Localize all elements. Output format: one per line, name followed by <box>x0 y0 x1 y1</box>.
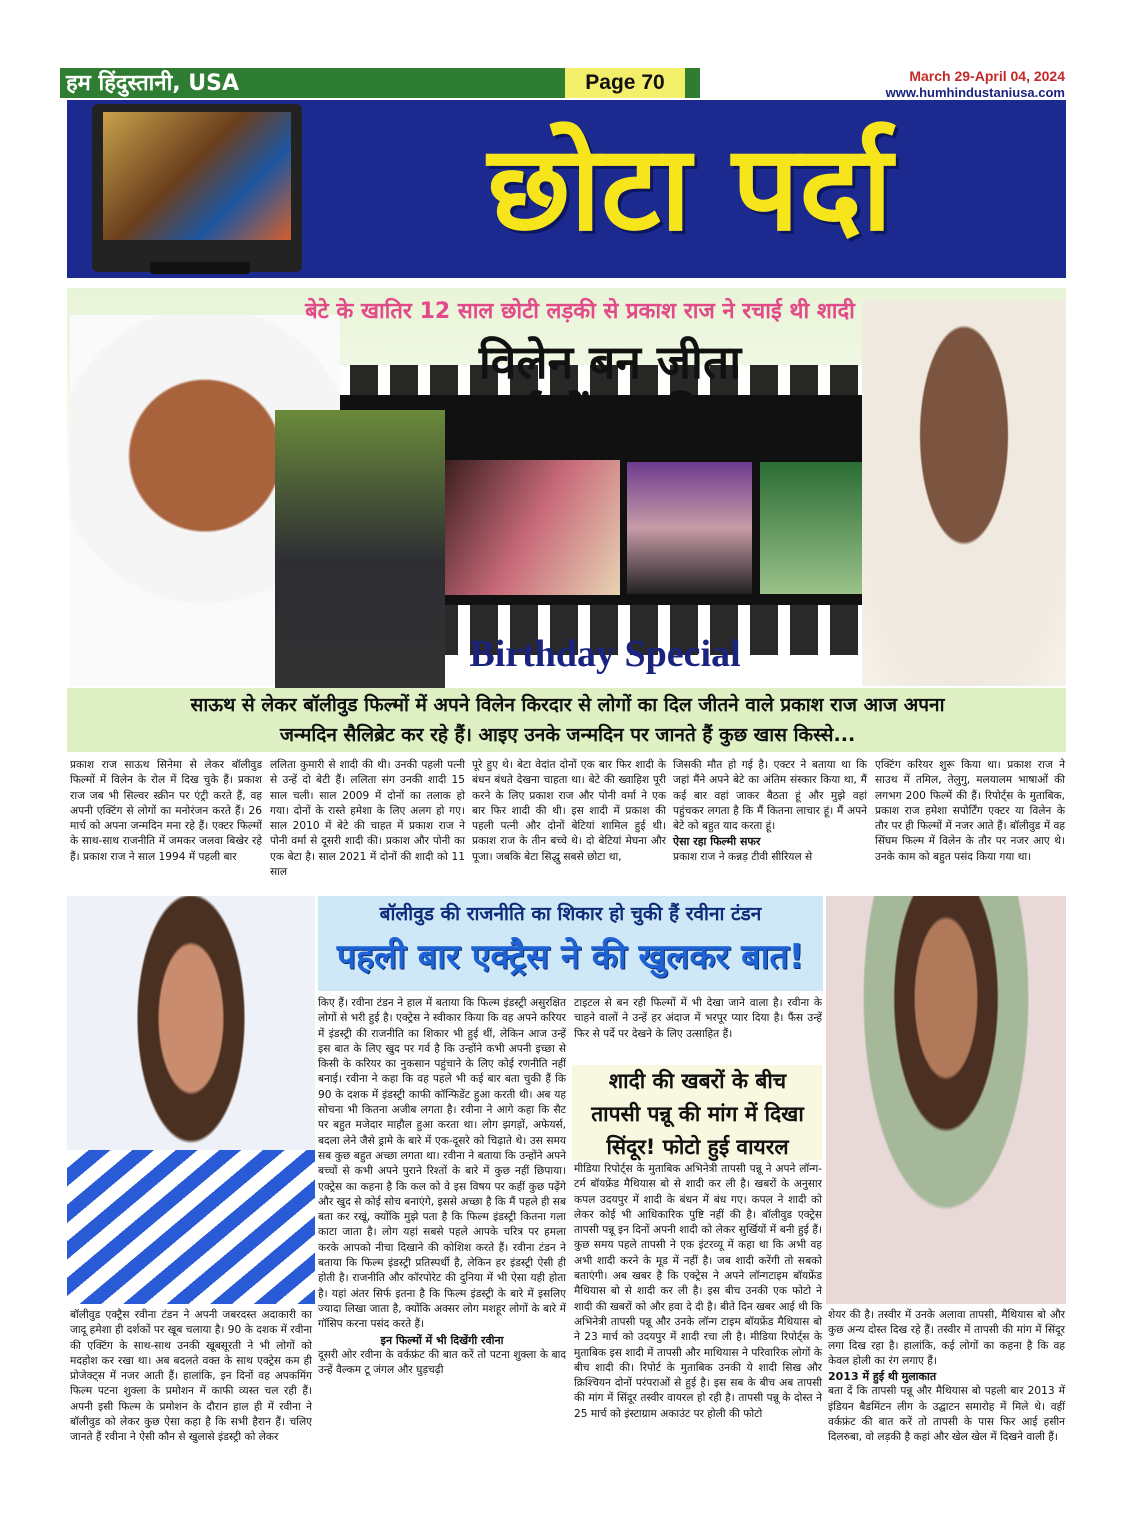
film-frame-photo <box>760 462 865 594</box>
taapsee-column-1: मीडिया रिपोर्ट्स के मुताबिक अभिनेत्री तापसी पन्नू ने अपने लॉन्ग-टर्म बॉयफ्रेंड मैथियास बो से शादी कर ली है। खबरों के अनुसार कपल उदयपुर में शादी के बंधन में बंध गए। कपल ने शादी को लेकर कोई भी आधिकारिक पुष्टि नहीं की है। बॉलीवुड एक्ट्रेस तापसी पन्नू इन दिनों अपनी शादी को लेकर सुर्खियों में बनी हुई हैं। कुछ समय पहले तापसी ने एक इंटरव्यू में कहा था कि अभी वह अभी शादी करने के मूड में नहीं है। जब शादी करेंगी तो सबको बताएंगी। अब खबर है कि एक्ट्रेस ने अपने लॉन्गटाइम बॉयफ्रेंड मैथियास बो से शादी कर ली है। इस बीच उनकी एक फोटो ने शादी की खबरों को और हवा दे दी है। बीते दिन खबर आई थी कि अभिनेत्री तापसी पन्नू और उनके लॉन्ग टाइम बॉयफ्रेंड मैथियास बो ने 23 मार्च को उदयपुर में शादी रचा ली है। मीडिया रिपोर्ट्स के मुताबिक इस शादी में तापसी और माथियास ने परिवारिक लोगों के बीच शादी की। रिपोर्ट के मुताबिक उनकी ये शादी सिख और क्रिश्चियन दोनों परंपराओं से हुई है। इस सब के बीच अब तापसी की मांग में सिंदूर तस्वीर वायरल हो रही है। तापसी पन्नू के दोस्त ने 25 मार्च को इंस्टाग्राम अकाउंट पर होली की फोटो <box>574 1163 822 1420</box>
raveena-column-1: बॉलीवुड एक्ट्रैस रवीना टंडन ने अपनी जबरदस्त अदाकारी का जादू हमेशा ही दर्शकों पर खूब चलाया है। 90 के दशक में रवीना की एक्टिंग के साथ-साथ उनकी खूबसूरती ने भी लोगों को मदहोश कर रखा था। अब बदलते वक्त के साथ एक्ट्रेस कम ही प्रोजेक्ट्स में नजर आती हैं। हालांकि, इन दिनों वह अपकमिंग फिल्म पटना शुक्ला के प्रमोशन में काफी व्यस्त चल रही हैं। अपनी इसी फिल्म के प्रमोशन के दौरान हाल ही में रवीना ने बॉलीवुड को लेकर कुछ ऐसा कहा है कि सभी हैरान हैं। चलिए जानते हैं रवीना ने ऐसी कौन से खुलासे इंडस्ट्री को लेकर <box>70 1309 312 1444</box>
column-subhead: ऐसा रहा फिल्मी सफर <box>673 835 761 849</box>
wedding-photo <box>445 460 620 595</box>
article-column-2: ललिता कुमारी से शादी की थी। उनकी पहली पत्नी से उन्हें दो बेटी हैं। ललिता संग उनकी शादी 15 साल चली। साल 2009 में दोनों का तलाक हो गया। दोनों के रास्ते हमेशा के लिए अलग हो गए। साल 2010 में बेटे की चाहत में प्रकाश राज ने पोनी वर्मा से दूसरी शादी की। प्रकाश और पोनी का एक बेटा है। साल 2021 में दोनों की शादी को 11 साल <box>270 759 465 879</box>
issue-date: March 29-April 04, 2024 <box>909 68 1065 84</box>
deck-line-2: जन्मदिन सैलिब्रेट कर रहे हैं। आइए उनके जन्मदिन पर जानते हैं कुछ खास किस्से... <box>279 724 856 746</box>
feature-headline <box>360 335 860 443</box>
feature-kicker: बेटे के खातिर 12 साल छोटी लड़की से प्रकाश राज ने रचाई थी शादी <box>305 299 855 324</box>
page-number: Page 70 <box>565 68 685 98</box>
tv-screen-image <box>103 112 291 240</box>
article-column-5: एक्टिंग करियर शुरू किया था। प्रकाश राज ने साउथ में तमिल, तेलुगु, मलयालम भाषाओं की लगभग 200 फिल्में की हैं। रिपोर्ट्स के मुताबिक, प्रकाश राज हमेशा सपोर्टिंग एक्टर या विलेन के तौर पर ही फिल्मों में नजर आते हैं। बॉलीवुड में वह सिंघम फिल्म में विलेन के तौर पर नजर आए थे। उनके काम को बहुत पसंद किया गया था। <box>875 759 1065 863</box>
headline-line-1: विलेन बन जीता <box>478 335 742 389</box>
birthday-special-badge: Birthday Special <box>469 633 741 675</box>
taapsee-headline: शादी की खबरों के बीच तापसी पन्नू की मांग में दिखा सिंदूर! फोटो हुई वायरल <box>591 1069 804 1159</box>
raveena-column-3: टाइटल से बन रही फिल्मों में भी देखा जाने वाला है। रवीना के चाहने वालों ने उन्हें हर अंदाज में भरपूर प्यार दिया है। फैंस उन्हें फिर से पर्दे पर देखने के लिए उत्साहित हैं। <box>574 997 822 1040</box>
section-title: छोटा पर्दा <box>487 119 893 257</box>
article-column-4: जिसकी मौत हो गई है। एक्टर ने बताया था कि जहां मैंने अपने बेटे का अंतिम संस्कार किया था, मैं कई बार वहां जाकर बैठता हूं और मुझे वहां पहुंचकर लगता है कि मैं कितना लाचार हूं। मैं अपने बेटे को बहुत याद करता हूं। ऐसा रहा फिल्मी सफर प्रकाश राज ने कन्नड़ टीवी सीरियल से <box>673 759 867 863</box>
prakash-raj-casual-photo <box>275 410 445 690</box>
headline-line-2: दर्शकों का दिल <box>485 389 735 443</box>
raveena-outfit-stripes <box>67 1150 315 1304</box>
article-column-3: पूरे हुए थे। बेटा वेदांत दोनों एक बार फिर शादी के बंधन बंधते देखना चाहता था। बेटे की ख्वाहिश पूरी करने के लिए प्रकाश राज और पोनी वर्मा ने एक बार फिर शादी की थी। इस शादी में प्रकाश की पहली पत्नी और दोनों बेटियां शामिल हुई थी। प्रकाश राज के तीन बच्चे थे। दो बेटियां मेघना और पूजा। जबकि बेटा सिद्धु सबसे छोटा था, <box>472 759 666 863</box>
tv-stand <box>150 262 250 274</box>
taapsee-column-2: शेयर की है। तस्वीर में उनके अलावा तापसी, मैथियास बो और कुछ अन्य दोस्त दिख रहे हैं। तस्वीर में तापसी की मांग में सिंदूर लगा दिख रहा है। हालांकि, कई लोगों का कहना है कि वह केवल होली का रंग लगाए हैं। 2013 में हुई थी मुलाकात बता दें कि तापसी पन्नू और मैथियास बो पहली बार 2013 में इंडियन बैडमिंटन लीग के उद्घाटन समारोह में मिले थे। वहीं वर्कफ्रंट की बात करें तो तापसी के पास फिर आई हसीन दिलरुबा, वो लड़की है कहां और खेल खेल में दिखने वाली हैं। <box>828 1309 1065 1444</box>
article-column-1: प्रकाश राज साऊथ सिनेमा से लेकर बॉलीवुड फिल्मों में विलेन के रोल में दिख चुके हैं। प्रकाश राज जब भी सिल्वर स्क्रीन पर एंट्री करते हैं, वह अपनी एक्टिंग से लोगों का मनोरंजन करते हैं। 26 मार्च को अपना जन्मदिन मना रहे हैं। एक्टर फिल्मों के साथ-साथ राजनीति में जमकर जलवा बिखेर रहे हैं। प्रकाश राज ने साल 1994 में पहली बार <box>70 759 262 863</box>
raveena-column-2: किए हैं। रवीना टंडन ने हाल में बताया कि फिल्म इंडस्ट्री असुरक्षित लोगों से भरी हुई है। एक्ट्रेस ने स्वीकार किया कि वह अपने करियर में इंडस्ट्री की राजनीति का शिकार भी हुई थीं, लेकिन आज उन्हें इस बात के लिए खुद पर गर्व है कि उन्होंने कभी अपनी इच्छा से किसी के करियर का नुकसान पहुंचाने के लिए कोई रणनीति नहीं बनाई। रवीना ने कहा कि वह पहले भी कई बार बता चुकी हैं कि 90 के दशक में इंडस्ट्री काफी कॉन्फिडेंट हुआ करती थी। अब यह सोचना भी कितना अजीब लगता है। रवीना ने आगे कहा कि सैट पर बहुत मजेदार माहौल हुआ करता था। लोग झगड़ों, अफेयर्स, बदला लेने जैसे ड्रामे के बारे में एक-दूसरे को चिढ़ाते थे। उस समय सब कुछ बहुत अच्छा लगता था। रवीना ने बताया कि उन्होंने अपने बच्चों से कभी अपने पुराने रिश्तों के बारे में कुछ नहीं छिपाया। एक्ट्रेस का कहना है कि कल को वे इस विषय पर कहीं कुछ पढ़ेंगे और खुद से कोई सोच बनाएंगे, इससे अच्छा है कि मैं पहले ही सब बता कर रखूं, क्योंकि मुझे पता है कि फिल्म इंडस्ट्री कितना गला काटा जाता है। लोग यहां सबसे पहले आपके चरित्र पर हमला करके आपको नीचा दिखाने की कोशिश करते हैं। रवीना टंडन ने बताया कि फिल्म इंडस्ट्री प्रतिस्पर्धी है, लेकिन हर इंडस्ट्री ऐसी ही होती है। राजनीति और कॉरपोरेट की दुनिया में भी ऐसा यही होता है। यहां अंतर सिर्फ इतना है कि फिल्म इंडस्ट्री के बारे में इसलिए ज्यादा लिखा जाता है, क्योंकि अक्सर लोग मशहूर लोगों के बारे में गॉसिप करना पसंद करते हैं। इन फिल्मों में भी दिखेंगी रवीना दूसरी ओर रवीना के वर्कफ्रंट की बात करें तो पटना शुक्ला के बाद उन्हें वैल्कम टू जंगल और घुड़चढ़ी <box>318 997 566 1377</box>
couple-photo <box>627 462 752 594</box>
website-link[interactable]: www.humhindustaniusa.com <box>885 85 1065 100</box>
deck-line-1: साऊथ से लेकर बॉलीवुड फिल्मों में अपने विलेन किरदार से लोगों का दिल जीतने वाले प्रकाश राज आज अपना <box>190 694 945 716</box>
prakash-raj-writing-photo <box>862 300 1066 686</box>
column-subhead: 2013 में हुई थी मुलाकात <box>828 1370 937 1384</box>
raveena-kicker: बॉलीवुड की राजनीति का शिकार हो चुकी हैं रवीना टंडन <box>379 903 762 925</box>
column-subhead: इन फिल्मों में भी दिखेंगी रवीना <box>380 1333 504 1347</box>
publication-name: हम हिंदुस्तानी, USA <box>66 71 240 96</box>
raveena-headline: पहली बार एक्ट्रैस ने की खुलकर बात! <box>336 937 805 977</box>
taapsee-pannu-photo <box>826 896 1066 1304</box>
deck-text <box>80 690 1055 750</box>
